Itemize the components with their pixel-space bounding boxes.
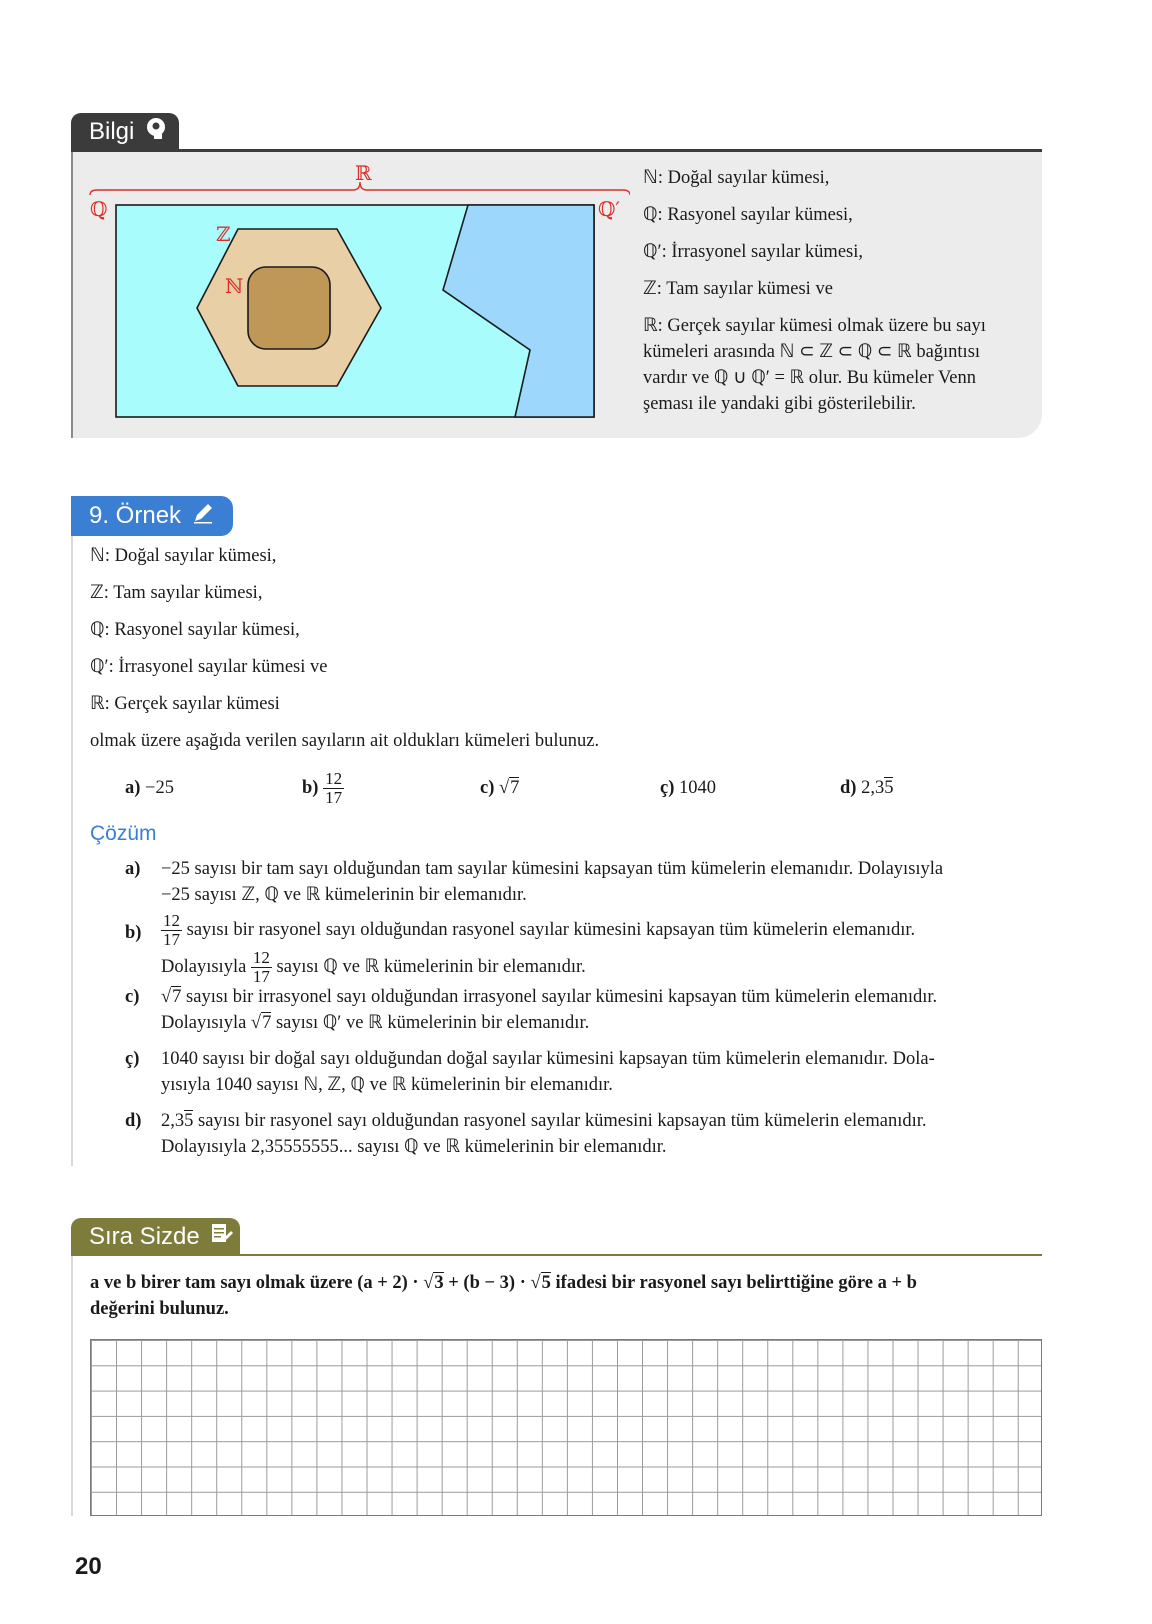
label-r: ℝ [355,161,372,185]
label-n: ℕ [225,274,244,298]
bilgi-definitions [643,165,1033,417]
venn-diagram [85,160,630,425]
label-z: ℤ [216,222,231,246]
sira-rule [71,1254,1042,1256]
notepad-pencil-icon [210,1219,234,1257]
option-c: c) √7 [480,768,519,808]
venn-n-region [248,267,330,349]
option-cc: ç) 1040 [660,778,716,798]
sira-sizde-tab [71,1218,240,1256]
label-q: ℚ [90,197,108,221]
ornek-line: ℝ: Gerçek sayılar kümesi [90,694,280,714]
ornek-left-border [71,536,73,1166]
option-d: d) 2,35 [840,778,894,798]
label-qp: ℚ′ [598,197,620,221]
ornek-line: ℚ: Rasyonel sayılar kümesi, [90,620,300,640]
sira-title: Sıra Sizde [89,1223,200,1250]
sira-left-border [71,1256,73,1516]
solution-b: b) $\frac{12}{17}$ sayısı bir rasyonel sayı olduğundan rasyonel sayılar kümesini kapsayan tüm kümelerin elemanıdır. Dolayısıyla $\frac{12}{17}$ sayısı ℚ ve ℝ kümelerinin bir elemanıdır. [125,911,916,986]
solution-d: d) 2,35 sayısı bir rasyonel sayı olduğundan rasyonel sayılar kümesini kapsayan tüm kümelerin elemanıdır. Dolayısıyla 2,35555555... sayısı ℚ ve ℝ kümelerinin bir elemanıdır. [125,1111,927,1157]
solution-c: c) √7 sayısı bir irrasyonel sayı olduğundan irrasyonel sayılar kümesini kapsayan tüm kümelerin elemanıdır. Dolayısıyla √7 sayısı ℚ′ ve ℝ kümelerinin bir elemanıdır. [125,987,938,1033]
bilgi-left-border [71,152,73,438]
sira-question: a ve b birer tam sayı olmak üzere (a + 2) · √3 + (b − 3) · √5 ifadesi bir rasyonel sayı belirttiğine göre a + b değerini bulunuz. [90,1273,917,1319]
bilgi-tab [71,113,179,151]
def-line: ℤ: Tam sayılar kümesi ve [643,279,833,299]
solution-a: a) −25 sayısı bir tam sayı olduğundan tam sayılar kümesini kapsayan tüm kümelerin elemanıdır. Dolayısıyla −25 sayısı ℤ, ℚ ve ℝ kümelerinin bir elemanıdır. [125,859,944,905]
answer-grid[interactable] [90,1339,1042,1516]
pencil-icon [192,497,214,537]
def-line: ℝ: Gerçek sayılar kümesi olmak üzere bu sayı [643,316,986,336]
def-line: vardır ve ℚ ∪ ℚ′ = ℝ olur. Bu kümeler Venn [643,368,976,388]
def-line: kümeleri arasında ℕ ⊂ ℤ ⊂ ℚ ⊂ ℝ bağıntısı [643,342,981,362]
def-line: ℚ: Rasyonel sayılar kümesi, [643,205,853,225]
bilgi-title: Bilgi [89,118,135,145]
cozum-title: Çözüm [90,822,157,845]
solution-cc: ç) 1040 sayısı bir doğal sayı olduğundan doğal sayılar kümesini kapsayan tüm kümelerin elemanıdır. Dola- yısıyla 1040 sayısı ℕ, ℤ, ℚ ve ℝ kümelerinin bir elemanıdır. [125,1049,935,1095]
def-line: şeması ile yandaki gibi gösterilebilir. [643,394,916,414]
ornek-line: ℚ′: İrrasyonel sayılar kümesi ve [90,657,328,677]
sqrt-symbol: √7 [499,778,520,798]
ornek-line: ℕ: Doğal sayılar kümesi, [90,546,277,566]
head-gear-icon [145,114,169,152]
ornek-line: olmak üzere aşağıda verilen sayıların ait oldukları kümeleri bulunuz. [90,731,600,751]
fraction: $\frac{12}{17}$ [325,769,343,808]
option-b: b) $\frac{12}{17}$ [302,769,343,808]
ornek-tab [71,496,233,536]
def-line: ℚ′: İrrasyonel sayılar kümesi, [643,242,863,262]
def-line: ℕ: Doğal sayılar kümesi, [643,168,830,188]
page-number: 20 [75,1553,102,1580]
option-a: a) −25 [125,778,174,798]
ornek-title: 9. Örnek [89,502,182,529]
ornek-line: ℤ: Tam sayılar kümesi, [90,583,263,603]
